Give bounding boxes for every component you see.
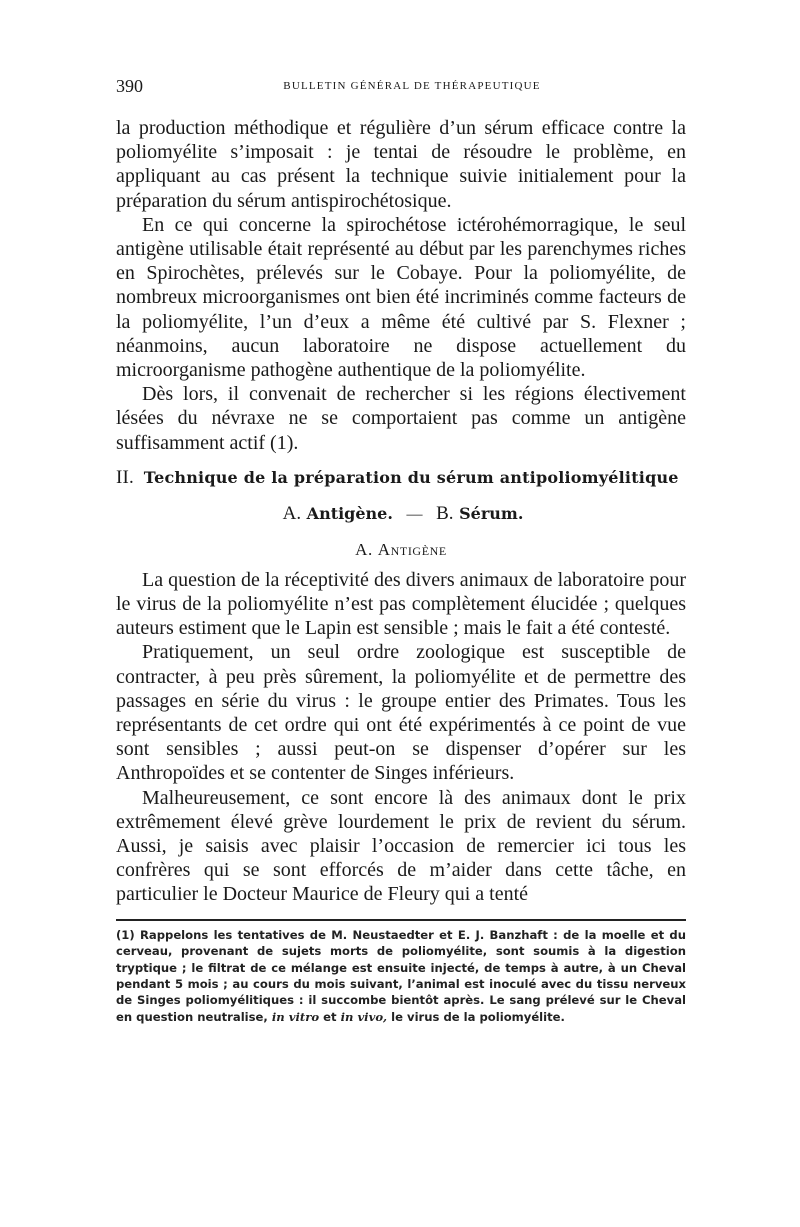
running-head: [116, 76, 686, 100]
footnote-text-end: le virus de la poliomyélite.: [391, 1009, 565, 1024]
page-number: 390: [116, 76, 143, 96]
section-number: II.: [116, 466, 135, 488]
subsection-b-letter: B.: [436, 502, 454, 524]
subsection-separator: —: [406, 505, 423, 523]
section-heading: [116, 467, 686, 489]
journal-title: BULLETIN GÉNÉRAL DE THÉRAPEUTIQUE: [283, 80, 541, 92]
footnote-text-start: (1) Rappelons les tentatives de M. Neustaedter et E. J. Banzhaft : de la moelle et du cerveau, provenant de sujets morts de poliomyélite, sont soumis à la digestion tryptique ; le filtrat de ce mélange est ensuite injecté, de temps à autre, à un Cheval pendant 5 mois ; au cours du mois suivant, l’animal est inoculé avec du tissu nerveux de Singes poliomyélitiques : il succombe bientôt après. Le sang prélevé sur le Cheval en question neutralise,: [116, 927, 686, 1024]
body-text-top: [116, 116, 686, 455]
subheading-title: Antigène: [377, 539, 447, 559]
subsection-a-letter: A.: [282, 502, 302, 524]
paragraph: la production méthodique et régulière d’un sérum efficace contre la poliomyélite s’imposait : je tentai de résoudre le problème, en appliquant au cas présent la technique suivie initialement pour la préparation du sérum antispirochétosique.: [116, 117, 686, 212]
body-text-bottom: [116, 568, 686, 907]
section-title: Technique de la préparation du sérum antipoliomyélitique: [143, 467, 679, 487]
subsection-list: [116, 503, 686, 525]
subheading-antigene: [116, 540, 686, 560]
paragraph: En ce qui concerne la spirochétose ictérohémorragique, le seul antigène utilisable était représenté au début par les parenchymes riches en Spirochètes, prélevés sur le Cobaye. Pour la poliomyélite, de nombreux microorganismes ont bien été incriminés comme facteurs de la poliomyélite, l’un d’eux a même été cultivé par S. Flexner ; néanmoins, aucun laboratoire ne dispose actuellement du microorganisme pathogène authentique de la poliomyélite.: [116, 213, 686, 382]
footnote-in-vivo: in vivo,: [340, 1009, 388, 1024]
subsection-a-title: Antigène.: [306, 503, 393, 523]
subsection-b-title: Sérum.: [459, 503, 524, 523]
subheading-letter: A.: [355, 539, 373, 559]
paragraph: La question de la réceptivité des divers animaux de laboratoire pour le virus de la poliomyélite n’est pas complètement élucidée ; quelques auteurs estiment que le Lapin est sensible ; mais le fait a été contesté.: [116, 568, 686, 640]
paragraph: Malheureusement, ce sont encore là des animaux dont le prix extrêmement élevé grève lourdement le prix de revient du sérum. Aussi, je saisis avec plaisir l’occasion de remercier ici tous les confrères qui se sont efforcés de m’aider dans cette tâche, en particulier le Docteur Maurice de Fleury qui a tenté: [116, 786, 686, 906]
paragraph: Dès lors, il convenait de rechercher si les régions électivement lésées du névraxe ne se comportaient pas comme un antigène suffisamment actif (1).: [116, 383, 686, 454]
footnote-in-vitro: in vitro: [271, 1009, 320, 1024]
page: [116, 76, 686, 1025]
footnote-and: et: [323, 1009, 337, 1024]
footnote-divider: [116, 919, 686, 921]
footnote: [116, 927, 686, 1025]
paragraph: Pratiquement, un seul ordre zoologique est susceptible de contracter, à peu près sûrement, la poliomyélite et de permettre des passages en série du virus : le groupe entier des Primates. Tous les représentants de cet ordre qui ont été expérimentés à ce point de vue sont sensibles ; aussi peut-on se dispenser d’opérer sur les Anthropoïdes et se contenter de Singes inférieurs.: [116, 641, 686, 785]
